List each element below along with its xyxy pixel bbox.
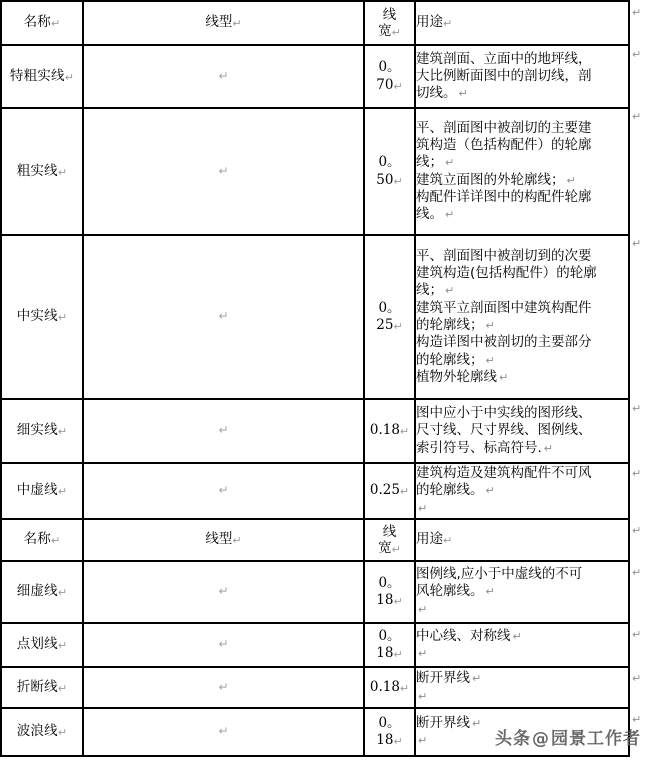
- table-header-row-repeat: [1, 519, 629, 561]
- header-cell-linewidth: [364, 1, 415, 45]
- paragraph-mark-icon: ↵: [418, 734, 428, 747]
- row-cell-usage: [415, 463, 629, 519]
- paragraph-mark-icon: ↵: [485, 353, 495, 367]
- paragraph-mark-icon: ↵: [472, 716, 482, 730]
- usage-line: 建筑构造及建筑构配件不可风: [416, 465, 592, 482]
- paragraph-mark-icon: ↵: [632, 524, 642, 537]
- row-cell-linetype: [83, 108, 364, 235]
- usage-line: 线。 ↵: [416, 206, 455, 223]
- row-cell-usage: [415, 561, 629, 623]
- row-cell-name: [1, 561, 83, 623]
- paragraph-mark-icon: ↵: [393, 595, 403, 608]
- row-cell-linewidth: [364, 561, 415, 623]
- row-cell-linewidth: [364, 623, 415, 667]
- header-usage-label: 用途↵: [416, 531, 453, 548]
- paragraph-mark-icon: ↵: [499, 370, 509, 384]
- row-linewidth-part-2: 70↵: [376, 76, 403, 93]
- usage-line: 大比例断面图中的剖切线，剖: [416, 67, 592, 84]
- row-cell-usage: [415, 399, 629, 463]
- usage-line: 的轮廓线。 ↵: [416, 482, 495, 499]
- row-name-label: 粗实线: [16, 162, 58, 179]
- row-cell-name: [1, 108, 83, 235]
- row-cell-name: [1, 235, 83, 399]
- row-cell-linewidth: [364, 708, 415, 756]
- row-linewidth-part-2: 18↵: [376, 645, 403, 661]
- usage-line: 中心线、对称线 ↵: [416, 627, 522, 644]
- usage-line: 尺寸线、尺寸界线、图例线、: [416, 422, 592, 439]
- row-linewidth-part-1: 0。: [378, 574, 401, 591]
- paragraph-mark-icon: ↵: [57, 681, 68, 695]
- paragraph-mark-icon: ↵: [632, 402, 642, 415]
- usage-line: 风轮廓线。 ↵: [416, 583, 495, 600]
- paragraph-mark-icon: ↵: [458, 87, 468, 101]
- usage-line: [416, 688, 628, 705]
- row-linewidth-part-2: 25↵: [376, 317, 403, 333]
- paragraph-mark-icon: ↵: [391, 543, 401, 556]
- paragraph-mark-icon: ↵: [218, 423, 229, 438]
- header-cell-usage: [415, 519, 629, 561]
- table-body: [1, 1, 629, 756]
- usage-line: 断开界线 ↵: [416, 670, 482, 687]
- header-cell-linewidth: [364, 519, 415, 561]
- row-cell-usage: [415, 623, 629, 667]
- row-cell-usage: [415, 667, 629, 708]
- paragraph-mark-icon: ↵: [418, 501, 428, 515]
- usage-line: 平、剖面图中被剖切的主要建: [416, 119, 592, 136]
- row-cell-linetype: [83, 667, 364, 708]
- paragraph-mark-icon: ↵: [399, 485, 410, 499]
- paragraph-mark-icon: ↵: [232, 534, 242, 548]
- usage-line: 植物外轮廓线 ↵: [416, 368, 509, 385]
- header-linetype-label: 线型: [205, 14, 233, 31]
- paragraph-mark-icon: ↵: [57, 165, 68, 179]
- watermark-account: 园景工作者: [551, 729, 641, 749]
- paragraph-mark-icon: ↵: [485, 484, 495, 498]
- paragraph-mark-icon: ↵: [218, 68, 229, 83]
- paragraph-mark-icon: ↵: [64, 70, 75, 84]
- paragraph-mark-icon: ↵: [218, 637, 229, 652]
- paragraph-mark-icon: ↵: [50, 17, 61, 31]
- usage-line: 线； ↵: [416, 154, 455, 171]
- row-cell-usage: [415, 108, 629, 235]
- header-cell-name: [1, 519, 83, 561]
- header-cell-linetype: [83, 1, 364, 45]
- row-cell-name: [1, 623, 83, 667]
- usage-line: 断开界线 ↵: [416, 714, 482, 731]
- at-sign-icon: @: [532, 729, 550, 749]
- row-linewidth-part-1: 0.18↵: [369, 422, 410, 439]
- row-linewidth-part-1: 0.25↵: [369, 482, 410, 499]
- usage-line: 图中应小于中实线的图形线、: [416, 405, 592, 422]
- usage-line: 构造详图中被剖切的主要部分: [416, 334, 592, 351]
- paragraph-mark-icon: ↵: [566, 173, 576, 187]
- paragraph-mark-icon: ↵: [57, 425, 68, 439]
- paragraph-mark-icon: ↵: [485, 319, 495, 332]
- header-usage-label: 用途↵: [416, 14, 453, 31]
- row-linewidth-part-2: 18↵: [376, 732, 403, 748]
- paragraph-mark-icon: ↵: [543, 441, 554, 455]
- row-cell-name: [1, 399, 83, 463]
- usage-line: [416, 645, 628, 662]
- row-cell-name: [1, 708, 83, 756]
- paragraph-mark-icon: ↵: [445, 284, 455, 298]
- paragraph-mark-icon: ↵: [399, 425, 410, 439]
- paragraph-mark-icon: ↵: [393, 79, 403, 93]
- paragraph-mark-icon: ↵: [393, 735, 403, 748]
- header-linewidth-label-2: 宽↵: [378, 540, 401, 556]
- row-linewidth-part-2: 18↵: [376, 592, 403, 608]
- header-name-label: 名称: [23, 14, 51, 31]
- table-row: [1, 399, 629, 463]
- usage-line: 的轮廓线； ↵: [416, 351, 495, 368]
- usage-line: 建筑立面图的外轮廓线； ↵: [416, 171, 576, 188]
- usage-line: 构配件详详图中的构配件轮廓: [416, 188, 592, 205]
- row-cell-linetype: [83, 561, 364, 623]
- paragraph-mark-icon: ↵: [218, 679, 229, 694]
- paragraph-mark-icon: ↵: [485, 585, 495, 599]
- paragraph-mark-icon: ↵: [632, 237, 642, 250]
- header-linewidth-label-1: 线: [382, 6, 397, 23]
- paragraph-mark-icon: ↵: [218, 584, 229, 599]
- paragraph-mark-icon: ↵: [632, 6, 642, 19]
- paragraph-mark-icon: ↵: [418, 602, 428, 616]
- row-name-label: 细实线: [16, 422, 58, 439]
- usage-line: 建筑剖面、立面中的地坪线，: [416, 50, 592, 67]
- paragraph-mark-icon: ↵: [399, 681, 410, 695]
- paragraph-mark-icon: ↵: [445, 208, 455, 222]
- usage-line: 图例线,应小于中虚线的不可: [416, 566, 583, 583]
- row-cell-usage: [415, 235, 629, 399]
- usage-line: 建筑构造(包括构配件）的轮廓: [416, 265, 597, 282]
- outside-paragraph-marks: [632, 0, 649, 760]
- row-cell-linewidth: [364, 667, 415, 708]
- paragraph-mark-icon: ↵: [218, 483, 229, 498]
- row-linewidth-part-1: 0.18↵: [369, 678, 410, 695]
- paragraph-mark-icon: ↵: [57, 485, 68, 499]
- row-cell-usage: [415, 45, 629, 108]
- row-cell-name: [1, 667, 83, 708]
- paragraph-mark-icon: ↵: [632, 110, 642, 123]
- paragraph-mark-icon: ↵: [393, 174, 403, 188]
- row-name-label: 中实线: [16, 308, 58, 325]
- row-cell-linetype: [83, 708, 364, 756]
- usage-line: 切线。 ↵: [416, 85, 468, 102]
- paragraph-mark-icon: ↵: [393, 648, 403, 661]
- paragraph-mark-icon: ↵: [632, 467, 642, 480]
- table-row: [1, 561, 629, 623]
- header-linewidth-label-1: 线: [382, 523, 397, 540]
- row-cell-linetype: [83, 399, 364, 463]
- row-cell-linetype: [83, 623, 364, 667]
- paragraph-mark-icon: ↵: [632, 713, 642, 726]
- paragraph-mark-icon: ↵: [232, 17, 242, 31]
- row-linewidth-part-1: 0。: [378, 59, 401, 76]
- table-row: [1, 667, 629, 708]
- paragraph-mark-icon: ↵: [57, 586, 68, 600]
- paragraph-mark-icon: ↵: [632, 672, 642, 685]
- row-cell-linewidth: [364, 235, 415, 399]
- table-row: [1, 45, 629, 108]
- usage-line: [416, 500, 628, 517]
- header-cell-linetype: [83, 519, 364, 561]
- table-row: [1, 235, 629, 399]
- row-cell-name: [1, 463, 83, 519]
- usage-line: 建筑平立剖面图中建筑构配件: [416, 299, 592, 316]
- header-linewidth-label-2: 宽↵: [378, 23, 401, 39]
- row-cell-linewidth: [364, 399, 415, 463]
- row-name-label: 中虚线: [16, 482, 58, 499]
- paragraph-mark-icon: ↵: [418, 689, 428, 703]
- paragraph-mark-icon: ↵: [418, 647, 428, 660]
- watermark: [495, 724, 641, 749]
- row-linewidth-part-1: 0。: [378, 627, 401, 644]
- row-name-label: 折断线: [16, 678, 58, 695]
- paragraph-mark-icon: ↵: [445, 156, 455, 170]
- paragraph-mark-icon: ↵: [632, 566, 642, 579]
- row-linewidth-part-1: 0。: [378, 299, 401, 316]
- usage-line: 索引符号、标高符号. ↵: [416, 439, 554, 456]
- paragraph-mark-icon: ↵: [218, 163, 229, 178]
- usage-line: 平、剖面图中被剖切到的次要: [416, 247, 592, 264]
- row-cell-linetype: [83, 463, 364, 519]
- row-name-label: 特粗实线: [9, 67, 65, 84]
- paragraph-mark-icon: ↵: [443, 534, 453, 548]
- row-linewidth-part-1: 0。: [378, 154, 401, 171]
- paragraph-mark-icon: ↵: [512, 629, 522, 643]
- paragraph-mark-icon: ↵: [443, 17, 453, 31]
- row-cell-linewidth: [364, 463, 415, 519]
- table-row: [1, 108, 629, 235]
- paragraph-mark-icon: ↵: [632, 48, 642, 61]
- paragraph-mark-icon: ↵: [218, 724, 229, 739]
- header-cell-name: [1, 1, 83, 45]
- paragraph-mark-icon: ↵: [57, 639, 68, 653]
- paragraph-mark-icon: ↵: [393, 320, 403, 333]
- row-name-label: 点划线: [16, 636, 58, 653]
- row-cell-name: [1, 45, 83, 108]
- table-header-row: [1, 1, 629, 45]
- row-cell-linewidth: [364, 45, 415, 108]
- paragraph-mark-icon: ↵: [57, 311, 68, 325]
- usage-line: 的轮廓线； ↵: [416, 317, 495, 333]
- header-cell-usage: [415, 1, 629, 45]
- header-name-label: 名称: [23, 531, 51, 548]
- watermark-prefix: 头条: [495, 729, 531, 749]
- paragraph-mark-icon: ↵: [472, 672, 482, 686]
- header-linetype-label: 线型: [205, 531, 233, 548]
- row-cell-linetype: [83, 45, 364, 108]
- usage-line: 线； ↵: [416, 282, 455, 299]
- usage-line: 筑构造（色括构配件）的轮廓: [416, 136, 592, 153]
- row-name-label: 细虚线: [16, 583, 58, 600]
- row-cell-linetype: [83, 235, 364, 399]
- row-linewidth-part-2: 50↵: [376, 171, 403, 188]
- paragraph-mark-icon: ↵: [632, 628, 642, 641]
- row-cell-linewidth: [364, 108, 415, 235]
- paragraph-mark-icon: ↵: [50, 534, 61, 548]
- row-linewidth-part-1: 0。: [378, 714, 401, 731]
- table-row: [1, 623, 629, 667]
- usage-line: [416, 601, 628, 618]
- paragraph-mark-icon: ↵: [57, 726, 68, 740]
- row-name-label: 波浪线: [16, 723, 58, 740]
- table-row: [1, 463, 629, 519]
- paragraph-mark-icon: ↵: [218, 309, 229, 324]
- paragraph-mark-icon: ↵: [391, 26, 401, 39]
